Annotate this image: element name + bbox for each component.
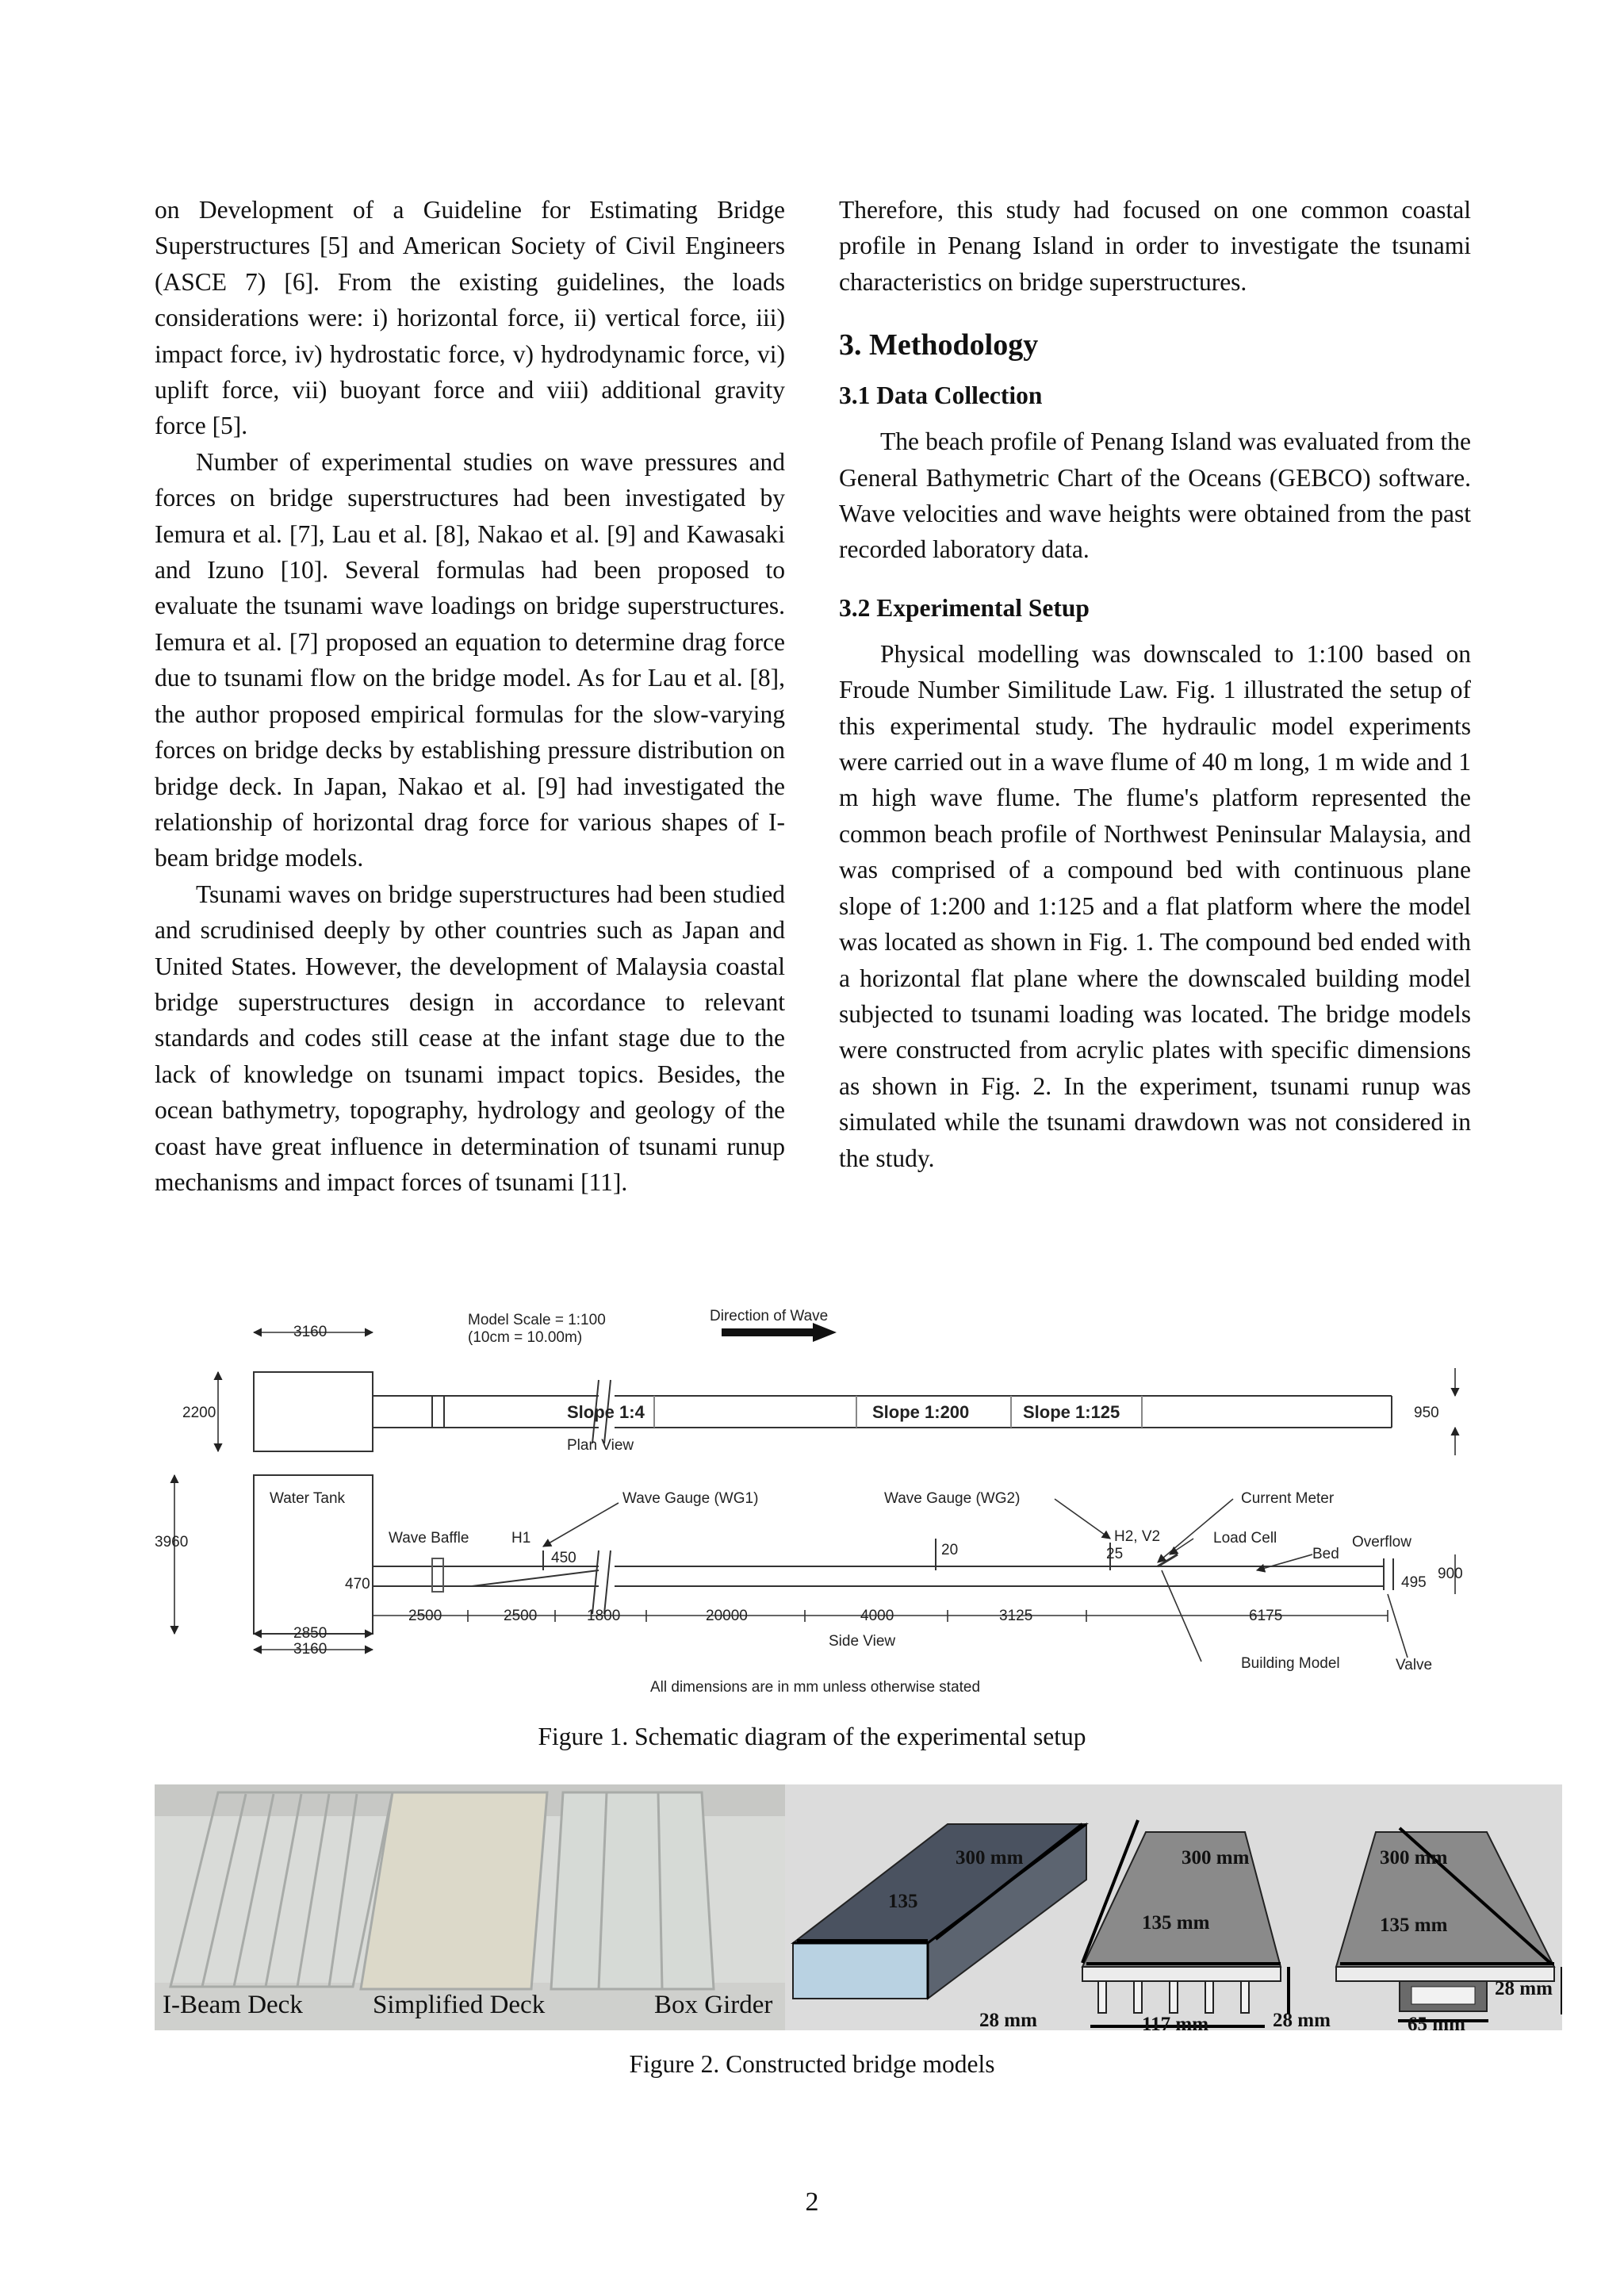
scale-note-label: (10cm = 10.00m) (468, 1329, 583, 1346)
section-heading-methodology: 3. Methodology (839, 328, 1039, 362)
bed-label: Bed (1312, 1546, 1339, 1562)
building-model-label: Building Model (1241, 1655, 1340, 1672)
figure-2-bridge-models (155, 1784, 1562, 2030)
left-column (155, 192, 785, 1200)
right-paragraph-1: Therefore, this study had focused on one common coastal profile in Penang Island in order to investigate the tsunami characteristics on bridge superstructures. (839, 196, 1471, 296)
dim-2200: 2200 (182, 1405, 216, 1421)
dim-450: 450 (551, 1550, 576, 1566)
dimensions-note: All dimensions are in mm unless otherwise stated (650, 1679, 981, 1696)
model2-width: 135 mm (1142, 1912, 1210, 1934)
dim-950: 950 (1414, 1405, 1439, 1421)
model1-length: 300 mm (956, 1847, 1024, 1869)
figure-1-caption: Figure 1. Schematic diagram of the experimental setup (538, 1723, 1086, 1750)
page-number: 2 (805, 2187, 819, 2217)
side-view-label: Side View (829, 1633, 896, 1650)
left-paragraph-1: on Development of a Guideline for Estimating Bridge Superstructures [5] and American Society of Civil Engineers (ASCE 7) [6]. From the existing guidelines, the loads considerations were: i) horizontal force, ii) vertical force, iii) impact force, iv) hydrostatic force, v) hydrodynamic force, vi) uplift force, vii) buoyant force and viii) additional gravity force [5]. (155, 196, 785, 440)
dim-3160-top: 3160 (293, 1324, 327, 1340)
photo-label-box-girder: Box Girder (654, 1991, 773, 2019)
model3-box: 65 mm (1408, 2014, 1465, 2030)
model3-length: 300 mm (1380, 1847, 1448, 1869)
water-tank-label: Water Tank (270, 1490, 346, 1507)
dim-4000: 4000 (860, 1608, 894, 1624)
dim-20: 20 (941, 1542, 959, 1558)
model-scale-label: Model Scale = 1:100 (468, 1312, 606, 1328)
model1-width: 135 (888, 1891, 918, 1912)
dim-2500-a: 2500 (408, 1608, 442, 1624)
slope-1-200-label: Slope 1:200 (872, 1402, 970, 1422)
data-collection-paragraph: The beach profile of Penang Island was evaluated from the General Bathymetric Chart of the Oceans (GEBCO) software. Wave velocities and wave heights were obtained from the past recorded laboratory data. (839, 427, 1471, 564)
right-column (839, 192, 1471, 1176)
model3-width: 135 mm (1380, 1915, 1448, 1936)
dim-3160-bottom: 3160 (293, 1641, 327, 1658)
dim-2850: 2850 (293, 1625, 327, 1642)
wg1-label: Wave Gauge (WG1) (622, 1490, 759, 1507)
dim-20000: 20000 (706, 1608, 748, 1624)
figure-2-caption: Figure 2. Constructed bridge models (629, 2050, 995, 2078)
dim-2500-b: 2500 (504, 1608, 538, 1624)
model2-height: 28 mm (1273, 2010, 1331, 2030)
h2v2-label: H2, V2 (1114, 1528, 1161, 1545)
dim-3125: 3125 (999, 1608, 1033, 1624)
wg2-label: Wave Gauge (WG2) (884, 1490, 1021, 1507)
photo-label-i-beam: I-Beam Deck (163, 1991, 303, 2019)
experimental-setup-paragraph: Physical modelling was downscaled to 1:100 based on Froude Number Similitude Law. Fig. 1 illustrated the setup of this experimental study. The hydraulic model experiments were carried out in a wave flume of 40 m long, 1 m wide and 1 m high wave flume. The flume's platform represented the common beach profile of Northwest Peninsular Malaysia, and was comprised of a compound bed with continuous plane slope of 1:200 and 1:125 and a flat platform where the model was located as shown in Fig. 1. The compound bed ended with a horizontal flat plane where the downscaled building model subjected to tsunami loading was located. The bridge models were constructed from acrylic plates with specific dimensions as shown in Fig. 2. In the experiment, tsunami runup was simulated while the tsunami drawdown was not considered in the study. (839, 639, 1471, 1172)
current-meter-label: Current Meter (1241, 1490, 1335, 1507)
dim-1800: 1800 (587, 1608, 621, 1624)
photo-label-simplified: Simplified Deck (373, 1991, 546, 2019)
dim-900: 900 (1438, 1566, 1463, 1582)
left-paragraph-2: Number of experimental studies on wave pressures and forces on bridge superstructures had been investigated by Iemura et al. [7], Lau et al. [8], Nakao et al. [9] and Kawasaki and Izuno [10]. Several formulas had been proposed to evaluate the tsunami wave loadings on bridge superstructures. Iemura et al. [7] proposed an equation to determine drag force due to tsunami flow on the bridge model. As for Lau et al. [8], the author proposed empirical formulas for the slow-varying forces on bridge decks by establishing pressure distribution on bridge deck. In Japan, Nakao et al. [9] had investigated the relationship of horizontal drag force for various shapes of I-beam bridge models. (155, 447, 785, 872)
overflow-label: Overflow (1352, 1534, 1411, 1550)
direction-label: Direction of Wave (710, 1308, 829, 1324)
wave-baffle-label: Wave Baffle (389, 1530, 469, 1547)
subsection-heading-data-collection: 3.1 Data Collection (839, 381, 1043, 410)
dim-495: 495 (1401, 1574, 1427, 1591)
subsection-heading-experimental-setup: 3.2 Experimental Setup (839, 593, 1090, 622)
load-cell-label: Load Cell (1213, 1530, 1277, 1547)
left-paragraph-3: Tsunami waves on bridge superstructures had been studied and scrudinised deeply by other countries such as Japan and United States. However, the development of Malaysia coastal bridge superstructures design in accordance to relevant standards and codes still cease at the infant stage due to the lack of knowledge on tsunami impact topics. Besides, the ocean bathymetry, topography, hydrology and geology of the coast have great influence in determination of tsunami runup mechanisms and impact forces of tsunami [11]. (155, 880, 785, 1196)
figure-1-schematic (155, 1297, 1483, 1705)
dim-3960: 3960 (155, 1534, 189, 1550)
dim-6175: 6175 (1249, 1608, 1283, 1624)
plan-view-label: Plan View (567, 1437, 634, 1454)
valve-label: Valve (1396, 1657, 1433, 1673)
model3-height: 28 mm (1495, 1978, 1553, 1999)
dim-25: 25 (1106, 1546, 1124, 1562)
model2-girder: 117 mm (1142, 2014, 1209, 2030)
model2-length: 300 mm (1182, 1847, 1250, 1869)
plan-water-tank (254, 1372, 373, 1451)
slope-1-4-label: Slope 1:4 (567, 1402, 645, 1422)
slope-1-125-label: Slope 1:125 (1023, 1402, 1120, 1422)
dim-470: 470 (345, 1576, 370, 1593)
h1-label: H1 (511, 1530, 531, 1547)
model1-height: 28 mm (979, 2010, 1037, 2030)
